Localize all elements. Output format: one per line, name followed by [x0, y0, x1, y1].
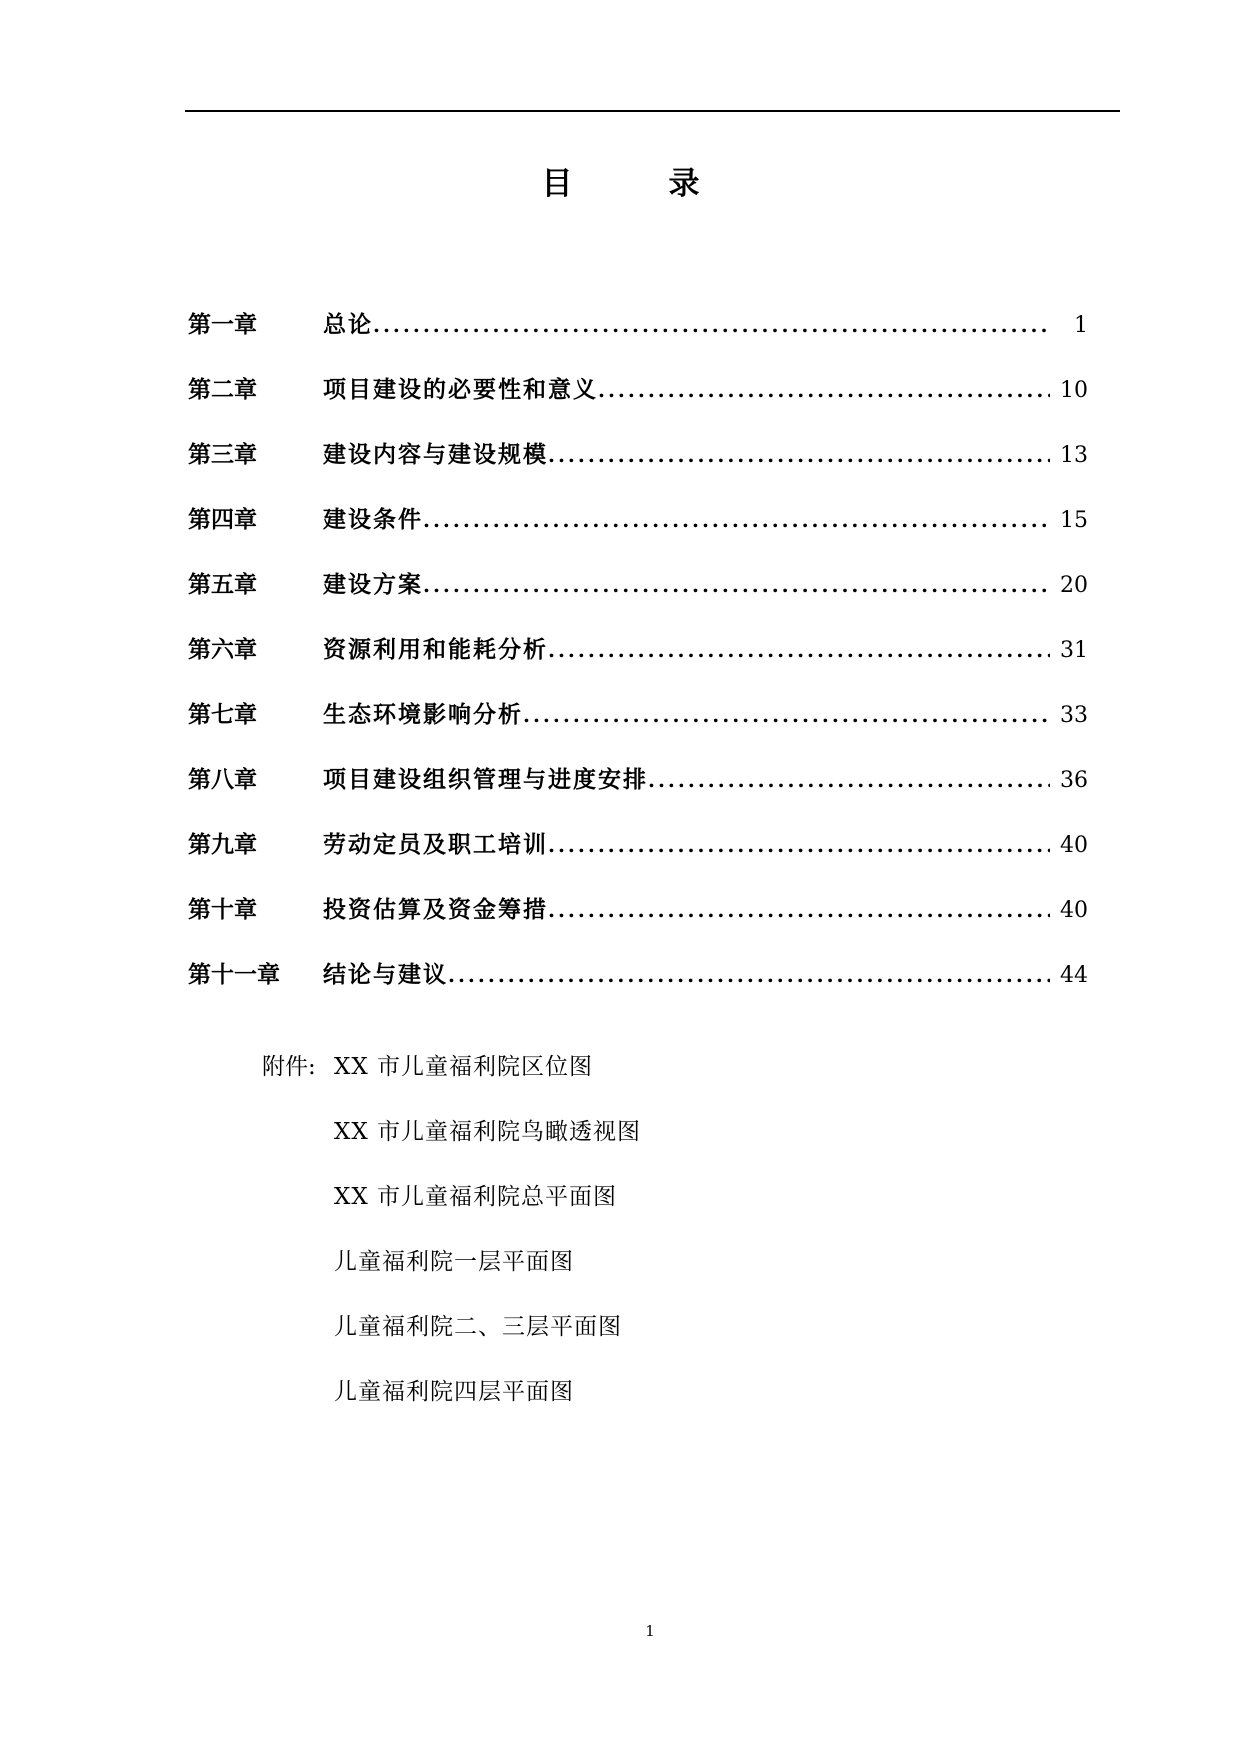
- toc-entry[interactable]: [188, 698, 1088, 763]
- appendix-item-text: XX 市儿童福利院鸟瞰透视图: [334, 1119, 642, 1145]
- toc-entry-title: 劳动定员及职工培训: [323, 831, 548, 858]
- toc-chapter-label: 第四章: [188, 506, 257, 533]
- appendix-item: [262, 1115, 641, 1180]
- toc-chapter-label: 第六章: [188, 636, 257, 663]
- toc-page-number: 33: [1060, 703, 1088, 728]
- toc-entry-title: 建设方案: [323, 571, 423, 598]
- toc-entry-title: 总论: [323, 311, 373, 338]
- toc-chapter-label: 第十一章: [188, 961, 280, 988]
- toc-dot-leader: [373, 308, 1050, 342]
- toc-dot-leader: [648, 763, 1050, 797]
- toc-dot-leader: [548, 633, 1050, 667]
- toc-dot-leader: [423, 568, 1050, 602]
- toc-entry[interactable]: [188, 308, 1088, 373]
- toc-entry[interactable]: [188, 438, 1088, 503]
- appendix-list: [262, 1050, 641, 1440]
- toc-chapter-label: 第九章: [188, 831, 257, 858]
- toc-page-number: 15: [1060, 508, 1088, 533]
- toc-entry[interactable]: [188, 373, 1088, 438]
- toc-title-char: 目: [541, 166, 573, 202]
- toc-entry-title: 生态环境影响分析: [323, 701, 523, 728]
- toc-entry-title: 资源利用和能耗分析: [323, 636, 548, 663]
- toc-page-number: 44: [1060, 963, 1088, 988]
- toc-dot-leader: [448, 958, 1050, 992]
- toc-entry[interactable]: [188, 503, 1088, 568]
- appendix-item: [262, 1375, 641, 1440]
- appendix-item-text: 儿童福利院四层平面图: [334, 1379, 574, 1405]
- toc-page-number: 13: [1060, 443, 1088, 468]
- toc-entry-title: 项目建设的必要性和意义: [323, 376, 598, 403]
- toc-page-number: 36: [1060, 768, 1088, 793]
- toc-page-number: 31: [1060, 638, 1088, 663]
- appendix-item-text: 儿童福利院二、三层平面图: [334, 1314, 622, 1340]
- toc-entry[interactable]: [188, 893, 1088, 958]
- toc-chapter-label: 第七章: [188, 701, 257, 728]
- toc-chapter-label: 第八章: [188, 766, 257, 793]
- toc-page-number: 20: [1060, 573, 1088, 598]
- toc-entry[interactable]: [188, 763, 1088, 828]
- toc-entry[interactable]: [188, 633, 1088, 698]
- toc-entry[interactable]: [188, 958, 1088, 1023]
- appendix-item-text: XX 市儿童福利院总平面图: [334, 1184, 618, 1210]
- toc-entry-title: 投资估算及资金筹措: [323, 896, 548, 923]
- appendix-item: [262, 1050, 641, 1115]
- appendix-item-text: XX 市儿童福利院区位图: [334, 1054, 594, 1080]
- toc-entry-title: 建设条件: [323, 506, 423, 533]
- appendix-label: 附件:: [262, 1054, 316, 1080]
- appendix-item: [262, 1310, 641, 1375]
- toc-chapter-label: 第五章: [188, 571, 257, 598]
- toc-chapter-label: 第三章: [188, 441, 257, 468]
- toc-chapter-label: 第二章: [188, 376, 257, 403]
- toc-dot-leader: [548, 828, 1050, 862]
- toc-chapter-label: 第一章: [188, 311, 257, 338]
- toc-page-number: 1: [1074, 313, 1088, 338]
- toc-dot-leader: [523, 698, 1050, 732]
- toc-list: [188, 308, 1088, 1023]
- toc-dot-leader: [548, 893, 1050, 927]
- toc-dot-leader: [548, 438, 1050, 472]
- header-rule: [185, 110, 1120, 112]
- toc-page-number: 40: [1060, 898, 1088, 923]
- toc-dot-leader: [423, 503, 1050, 537]
- toc-title-char: 录: [668, 166, 700, 202]
- toc-entry[interactable]: [188, 568, 1088, 633]
- toc-title: [0, 158, 1241, 203]
- appendix-item: [262, 1245, 641, 1310]
- page-number: 1: [645, 1622, 655, 1640]
- toc-entry[interactable]: [188, 828, 1088, 893]
- appendix-item-text: 儿童福利院一层平面图: [334, 1249, 574, 1275]
- appendix-item: [262, 1180, 641, 1245]
- toc-entry-title: 建设内容与建设规模: [323, 441, 548, 468]
- toc-entry-title: 结论与建议: [323, 961, 448, 988]
- toc-chapter-label: 第十章: [188, 896, 257, 923]
- toc-dot-leader: [598, 373, 1050, 407]
- toc-entry-title: 项目建设组织管理与进度安排: [323, 766, 648, 793]
- toc-page-number: 10: [1060, 378, 1088, 403]
- toc-page-number: 40: [1060, 833, 1088, 858]
